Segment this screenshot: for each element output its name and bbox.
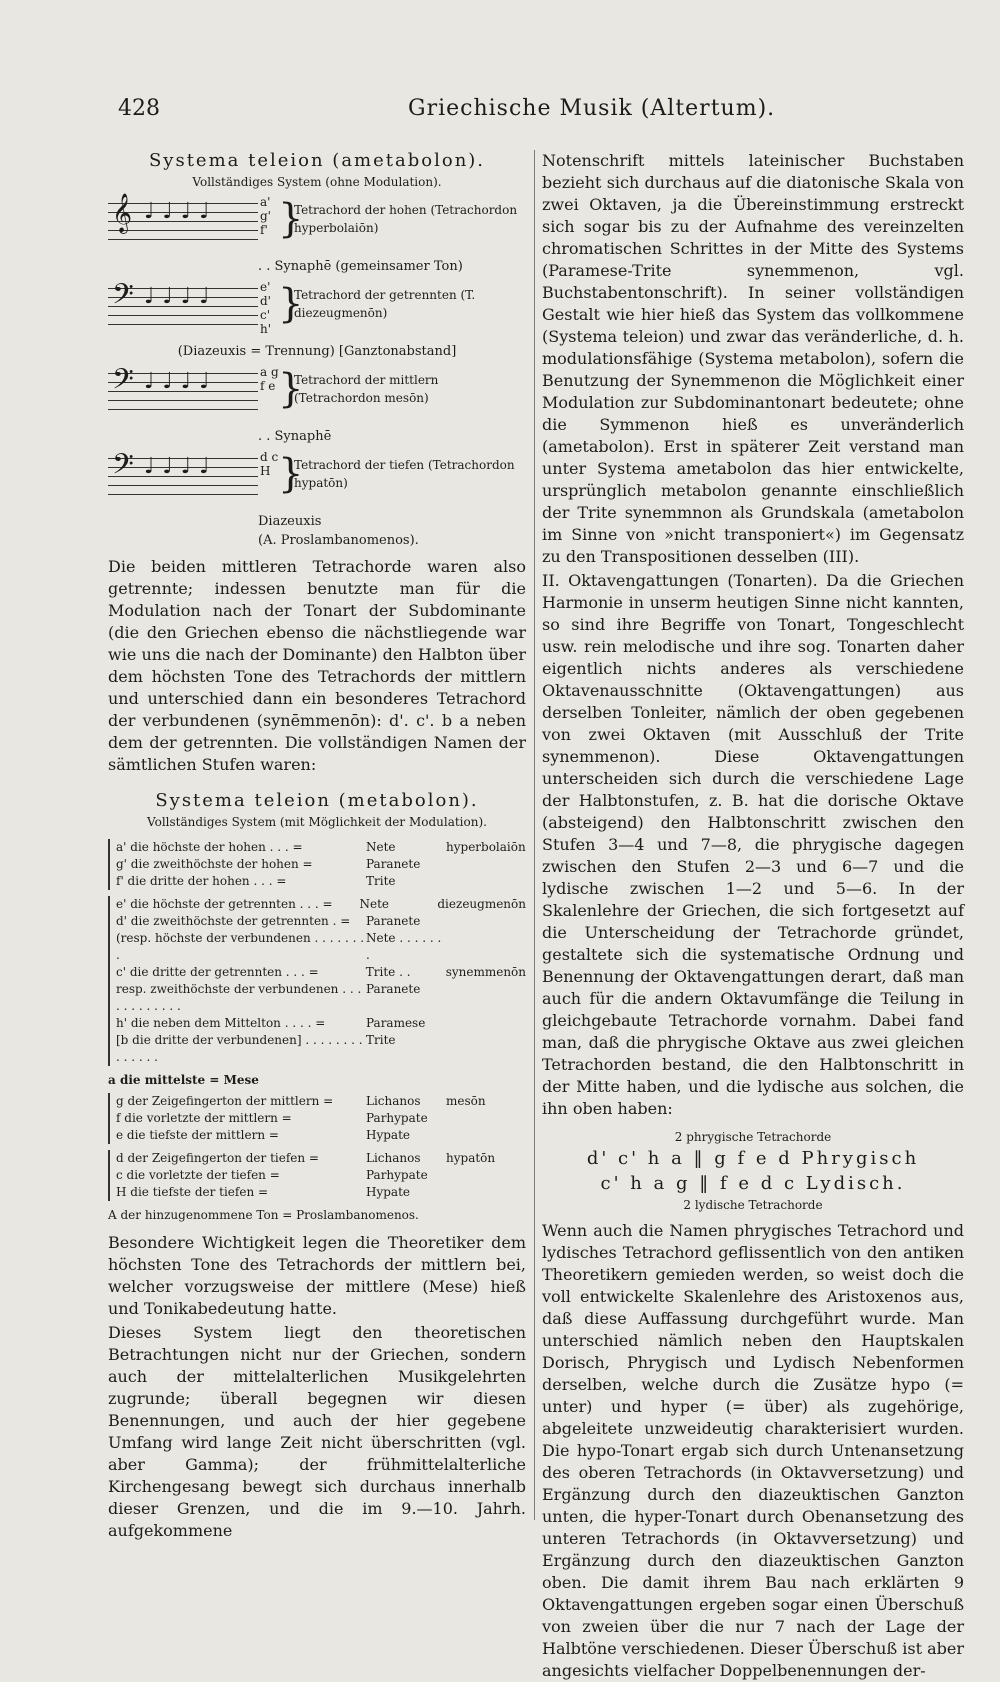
bass-clef-icon: 𝄢 — [112, 448, 134, 488]
lydian-scale: c' h a g ‖ f e d c Lydisch. — [600, 1173, 906, 1194]
notes-icon: ♩♩♩♩ — [144, 454, 218, 479]
table-row: g der Zeigefingerton der mittlern = Lichanos mesōn — [116, 1094, 486, 1108]
group-hypaton — [108, 1150, 526, 1201]
steps-table — [108, 839, 526, 1224]
system-subtitle-ametabolon: Vollständiges System (ohne Modulation). — [192, 175, 442, 189]
table-row: e die tiefste der mittlern = Hypate — [116, 1128, 411, 1142]
paragraph: Dieses System liegt den theoretischen Betrachtungen nicht nur der Griechen, sondern auch der mittelalterlichen Musikgelehrten zugrunde; überall begegnen wir diesen Benennungen, und auch der hier gegebene Umfang wird lange Zeit nicht überschritten (vgl. aber Gamma); der frühmittelalterliche Kirchengesang bewegt sich durchaus innerhalb dieser Grenzen, und die im 9.—10. Jahrh. aufgekommene — [108, 1323, 526, 1540]
table-row: [b die dritte der verbundenen] . . . . . . . . . . . . . . Trite — [116, 1033, 396, 1064]
table-row: h' die neben dem Mittelton . . . . = Paramese — [116, 1016, 426, 1030]
brace-icon: } — [278, 196, 304, 242]
table-row: f' die dritte der hohen . . . = Trite — [116, 874, 396, 888]
synaphe-line: . . Synaphē — [258, 429, 332, 444]
left-column — [108, 150, 526, 1542]
stave-hyperbolaion — [108, 195, 526, 255]
example-caption-top: 2 phrygische Tetrachorde — [674, 1130, 832, 1144]
stave-hypaton — [108, 450, 526, 510]
tetrachord-example — [542, 1130, 964, 1212]
system-title-ametabolon: Systema teleion (ametabolon). — [148, 150, 486, 171]
added-tone-row: A der hinzugenommene Ton = Proslambanomenos. — [108, 1208, 419, 1222]
paragraph: Die beiden mittleren Tetrachorde waren also getrennte; indessen benutzte man für die Modulation nach der Tonart der Subdominante (die den Griechen ebenso die nächstliegende war wie uns die nach der Dominante) den Halbton über dem höchsten Tone des Tetrachords der mittlern und unterschied dann ein besonderes Tetrachord der verbundenen (synēmmenōn): d'. c'. b a neben dem der getrennten. Die vollständigen Namen der sämtlichen Stufen waren: — [108, 557, 526, 774]
brace-icon: } — [278, 366, 304, 412]
stave-label: Tetrachord der hohen (Tetrachordon hyperbolaiōn) — [294, 203, 518, 235]
treble-clef-icon: 𝄞 — [112, 193, 133, 233]
stave-letters: a' g' f' — [260, 195, 271, 237]
group-name: hypatōn — [446, 1151, 496, 1165]
paragraph: Besondere Wichtigkeit legen die Theoretiker dem höchsten Tone des Tetrachords der mittlern bei, welcher vorzugsweise der mittlere (Mese) hieß und Tonikabedeutung hatte. — [108, 1233, 526, 1318]
table-row: g' die zweithöchste der hohen = Paranete — [116, 857, 421, 871]
stave-letters: a g f e — [260, 365, 279, 393]
notes-icon: ♩♩♩♩ — [144, 369, 218, 394]
notes-icon: ♩♩♩♩ — [144, 199, 218, 224]
table-row: f die vorletzte der mittlern = Parhypate — [116, 1111, 428, 1125]
table-row: d' die zweithöchste der getrennten . = Paranete — [116, 914, 421, 928]
table-row: a' die höchste der hohen . . . = Nete hyperbolaiōn — [116, 840, 526, 854]
table-row: e' die höchste der getrennten . . . = Nete diezeugmenōn — [116, 897, 526, 911]
table-row: H die tiefste der tiefen = Hypate — [116, 1185, 411, 1199]
group-diezeugmenon — [108, 896, 526, 1066]
brace-icon: } — [278, 281, 304, 327]
paragraph: Notenschrift mittels lateinischer Buchstaben bezieht sich durchaus auf die diatonische Skala von zwei Oktaven, ja die Übereinstimmung erstreckt sich sogar bis zu der Aufnahme des vereinzelten chromatischen Schrittes in der Mitte des Systems (Paramese-Trite synemmenon, vgl. Buchstabentonschrift). In seiner vollständigen Gestalt wie hier hieß das System das vollkommene (Systema teleion) und zwar das veränderliche, d. h. modulationsfähige (Systema metabolon), sofern die Benutzung der Synemmenon die Möglichkeit einer Modulation zur Subdominantonart bedeutete; ohne die Symmenon hieß es unveränderlich (ametabolon). Erst in späterer Zeit verstand man unter Systema ametabolon das hier entwickelte, ursprünglich metabolon genannte einschließlich der Trite synemmnon als Grundskala (ametabolon im Sinne von »nicht transponiert«) im Gegensatz zu den Transpositionen desselben (III). — [542, 151, 964, 566]
system-title-metabolon: Systema teleion (metabolon). — [155, 790, 479, 811]
page-header — [118, 96, 880, 130]
column-divider — [534, 150, 535, 1520]
stave-letters: d c H — [260, 450, 279, 478]
table-row: c die vorletzte der tiefen = Parhypate — [116, 1168, 428, 1182]
phrygian-scale: d' c' h a ‖ g f e d Phrygisch — [586, 1148, 920, 1169]
stave-meson — [108, 365, 526, 425]
diazeuxis-line: Diazeuxis — [258, 514, 322, 529]
synaphe-line: . . Synaphē (gemeinsamer Ton) — [258, 259, 463, 274]
page-number: 428 — [118, 96, 160, 121]
group-name: synemmenōn — [445, 965, 526, 979]
table-row: c' die dritte der getrennten . . . = Trite . . synemmenōn — [116, 965, 526, 979]
table-row: resp. zweithöchste der verbundenen . . . . . . . . . . . . Paranete — [116, 982, 421, 1013]
group-name: diezeugmenōn — [437, 897, 526, 911]
stave-label: Tetrachord der mittlern (Tetrachordon mesōn) — [294, 373, 439, 405]
mese-row: a die mittelste = Mese — [108, 1073, 259, 1087]
paragraph: Wenn auch die Namen phrygisches Tetrachord und lydisches Tetrachord geflissentlich von den antiken Theoretikern gemieden werden, so weist doch die voll entwickelte Skalenlehre des Aristoxenos aus, daß diese Auffassung durchgeführt wurde. Man unterschied nämlich neben den Hauptskalen Dorisch, Phrygisch und Lydisch Nebenformen derselben, welche durch die Zusätze hypo (= unter) und hyper (= über) als zugehörige, abgeleitete unzweideutig charakterisiert wurden. Die hypo-Tonart ergab sich durch Untenansetzung des oberen Tetrachords (in Oktavversetzung) und Ergänzung durch den diazeuktischen Ganzton unten, die hyper-Tonart durch Obenansetzung des unteren Tetrachords (in Oktavversetzung) und Ergänzung durch den diazeuktischen Ganzton oben. Die damit ihrem Bau nach erklärten 9 Oktavengattungen ergeben sogar einen Überschuß von zweien über die nur 7 nach der Lage der Halbtöne verschiedenen. Dieser Überschuß ist aber angesichts vielfacher Doppelbenennungen der- — [542, 1221, 964, 1680]
table-row: d der Zeigefingerton der tiefen = Lichanos hypatōn — [116, 1151, 496, 1165]
proslambanomenos-line: (A. Proslambanomenos). — [258, 533, 419, 548]
notes-icon: ♩♩♩♩ — [144, 284, 218, 309]
group-hyperbolaion — [108, 839, 526, 890]
system-subtitle-metabolon: Vollständiges System (mit Möglichkeit der Modulation). — [147, 815, 487, 829]
stave-label: Tetrachord der getrennten (T. diezeugmenōn) — [294, 288, 476, 320]
paragraph: II. Oktavengattungen (Tonarten). Da die Griechen Harmonie in unserm heutigen Sinne nicht kannten, so sind ihre Begriffe von Tonart, Tongeschlecht usw. rein melodische und ihre sog. Tonarten daher eigentlich nichts anderes als verschiedene Oktavenausschnitte (Oktavengattungen) aus derselben Tonleiter, nämlich der oben gegebenen von zwei Oktaven (mit Ausschluß der Trite synemmenon). Diese Oktavengattungen unterscheiden sich durch die verschiedene Lage der Halbtonstufen, z. B. hat die dorische Oktave (absteigend) den Halbtonschritt zwischen den Stufen 3—4 und 7—8, die phrygische dagegen zwischen den Stufen 2—3 und 6—7 und die lydische zwischen 1—2 und 5—6. In der Skalenlehre der Griechen, die sich fortgesetzt auf die Unterscheidung der Tetrachorde gründet, gestaltete sich die systematische Ordnung und Benennung der Oktavengattungen derart, daß man auch für die andern Oktavumfänge die Teilung in gleichgebaute Tetrachorde vornahm. Dabei fand man, daß die phrygische Oktave aus zwei gleichen Tetrachorden bestand, die den Halbtonschritt in der Mitte haben, und die lydische aus solchen, die ihn oben haben: — [542, 571, 964, 1118]
brace-icon: } — [278, 451, 304, 497]
stave-label: Tetrachord der tiefen (Tetrachordon hypatōn) — [294, 458, 515, 490]
right-column — [542, 150, 964, 1682]
diazeuxis-line: (Diazeuxis = Trennung) [Ganztonabstand] — [177, 344, 457, 359]
example-caption-bottom: 2 lydische Tetrachorde — [683, 1198, 823, 1212]
bass-clef-icon: 𝄢 — [112, 278, 134, 318]
group-name: mesōn — [446, 1094, 486, 1108]
group-name: hyperbolaiōn — [446, 840, 526, 854]
running-title: Griechische Musik (Altertum). — [408, 96, 776, 121]
stave-diezeugmenon — [108, 280, 526, 340]
group-meson — [108, 1093, 526, 1144]
stave-letters: e' d' c' h' — [260, 280, 272, 336]
table-row: (resp. höchste der verbundenen . . . . . . . . Nete . . . . . . . — [116, 931, 442, 962]
bass-clef-icon: 𝄢 — [112, 363, 134, 403]
